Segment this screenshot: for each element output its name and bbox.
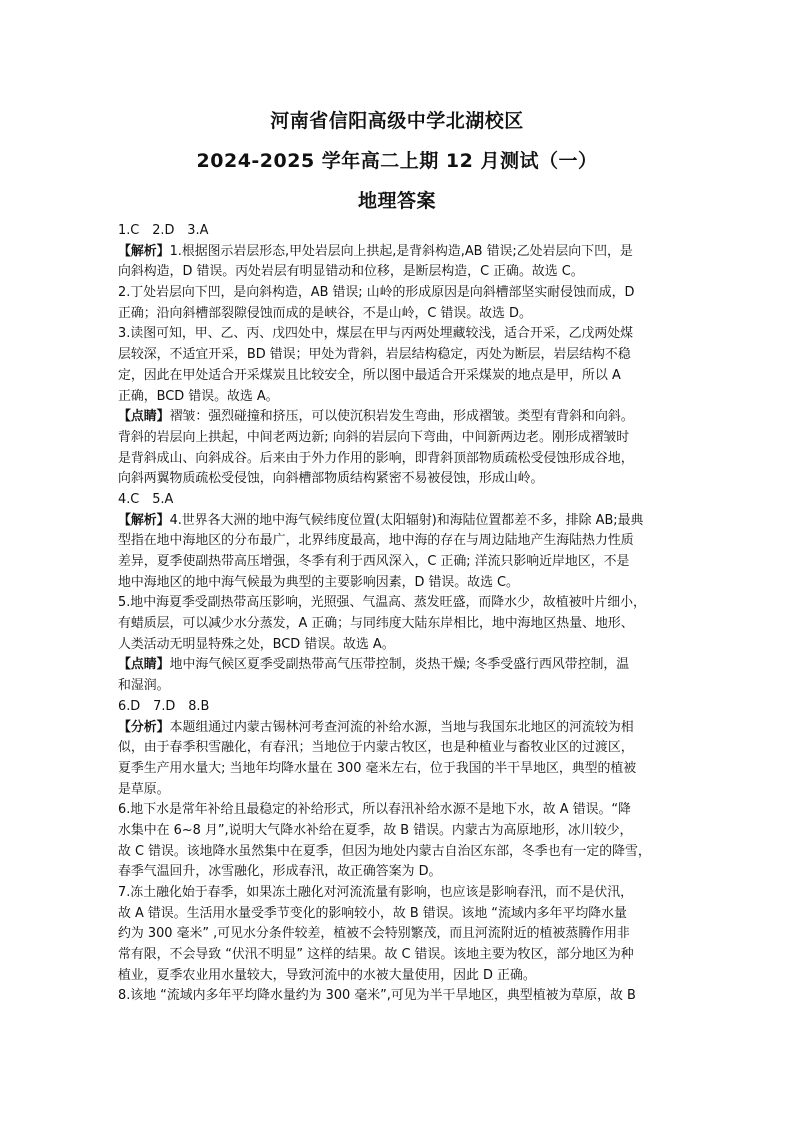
text-line: 水集中在 6~8 月”,说明大气降水补给在夏季，故 B 错误。内蒙古为高原地形，冰川较少， [118,822,633,838]
text-line: 植业，夏季农业用水量较大，导致河流中的水被大量使用，因此 D 正确。 [118,967,536,983]
subject-title: 地理答案 [357,190,436,212]
text-line: 是草原。 [118,781,170,797]
text-line: 【解析】4.世界各大洲的地中海气候纬度位置(太阳辐射)和海陆位置都差不多，排除 AB;最典 [118,512,644,528]
text-line: 正确；沿向斜槽部裂隙侵蚀而成的是峡谷，不是山岭，C 错误。故选 D。 [118,305,532,321]
text-line: 夏季生产用水量大; 当地年均降水量在 300 毫米左右，位于我国的半干旱地区，典型的植被 [118,760,637,776]
text-line: 层较深，不适宜开采，BD 错误；甲处为背斜，岩层结构稳定，丙处为断层，岩层结构不稳 [118,347,631,363]
text-line: 差异，夏季使副热带高压增强，冬季有利于西风深入，C 正确; 洋流只影响近岸地区，不是 [118,554,630,569]
text-line: 定，因此在甲处适合开采煤炭且比较安全，所以图中最适合开采煤炭的地点是甲，所以 A [118,367,621,383]
text-line: 【分析】本题组通过内蒙古锡林河考查河流的补给水源，当地与我国东北地区的河流较为相 [118,719,634,735]
section-tag: 【点睛】 [118,409,170,425]
text-line: 5.地中海夏季受副热带高压影响，光照强、气温高、蒸发旺盛，而降水少，故植被叶片细小， [118,595,646,611]
text-line: 【解析】1.根据图示岩层形态,甲处岩层向上拱起,是背斜构造,AB 错误;乙处岩层向下凹，是 [118,243,633,259]
text-line: 和湿润。 [118,678,170,694]
text-line: 向斜构造，D 错误。丙处岩层有明显错动和位移，是断层构造，C 正确。故选 C。 [118,264,584,280]
text-line: 【点睛】地中海气候区夏季受副热带高气压带控制，炎热干燥; 冬季受盛行西风带控制，温 [118,657,630,673]
text-line: 6.D 7.D 8.B [118,698,210,714]
text-line: 型指在地中海地区的分布最广，北界纬度最高，地中海的存在与周边陆地产生海陆热力性质 [118,533,634,549]
school-title: 河南省信阳高级中学北湖校区 [270,110,524,132]
text-line: 正确，BCD 错误。故选 A。 [118,388,279,404]
text-line: 背斜的岩层向上拱起，中间老两边新; 向斜的岩层向下弯曲，中间新两边老。刚形成褶皱时 [118,429,630,445]
text-line: 【点睛】褶皱：强烈碰撞和挤压，可以使沉积岩发生弯曲，形成褶皱。类型有背斜和向斜。 [118,409,634,425]
text-line: 人类活动无明显特殊之处，BCD 错误。故选 A。 [118,636,395,652]
answer-body [118,221,678,1007]
text-line: 3.读图可知，甲、乙、丙、戊四处中，煤层在甲与丙两处埋藏较浅，适合开采，乙戊两处煤 [118,326,634,342]
text-line: 6.地下水是常年补给且最稳定的补给形式，所以春汛补给水源不是地下水，故 A 错误。“降 [118,802,631,818]
text-line: 8.该地 “流域内多年平均降水量约为 300 毫米”,可见为半干旱地区，典型植被为草原，故 B [118,988,636,1004]
text-line: 向斜两翼物质疏松受侵蚀，向斜槽部物质结构紧密不易被侵蚀，形成山岭。 [118,471,544,487]
section-tag: 【分析】 [118,719,170,735]
text-line: 2.丁处岩层向下凹，是向斜构造，AB 错误; 山岭的形成原因是向斜槽部坚实耐侵蚀而成，D [118,285,635,301]
text-line: 似，由于春季积雪融化，有春汛；当地位于内蒙古牧区，也是种植业与畜牧业区的过渡区， [118,740,634,756]
text-line: 1.C 2.D 3.A [118,223,209,238]
text-line: 故 C 错误。该地降水虽然集中在夏季，但因为地处内蒙古自治区东部，冬季也有一定的降雪， [118,843,651,859]
text-line: 春季气温回升，冰雪融化，形成春汛，故正确答案为 D。 [118,864,442,880]
section-tag: 【点睛】 [118,657,170,673]
text-line: 地中海地区的地中海气候最为典型的主要影响因素，D 错误。故选 C。 [118,574,519,590]
text-line: 7.冻土融化始于春季，如果冻土融化对河流流量有影响，也应该是影响春汛，而不是伏汛， [118,885,634,900]
text-line: 有蜡质层，可以减少水分蒸发，A 正确；与同纬度大陆东岸相比，地中海地区热量、地形、 [118,616,634,632]
text-line: 是背斜成山、向斜成谷。后来由于外力作用的影响，即背斜顶部物质疏松受侵蚀形成谷地， [118,450,634,466]
text-line: 4.C 5.A [118,491,174,507]
text-line: 常有限，不会导致 “伏汛不明显” 这样的结果。故 C 错误。该地主要为牧区，部分地区为种 [118,947,634,963]
section-tag: 【解析】 [118,512,170,528]
section-tag: 【解析】 [118,243,170,259]
text-line: 故 A 错误。生活用水量受季节变化的影响较小，故 B 错误。该地 “流域内多年平均降水量 [118,905,627,921]
exam-title: 2024-2025 学年高二上期 12 月测试（一） [196,150,598,172]
text-line: 约为 300 毫米” ,可见水分条件较差，植被不会特别繁茂，而且河流附近的植被蒸腾作用非 [118,926,630,942]
